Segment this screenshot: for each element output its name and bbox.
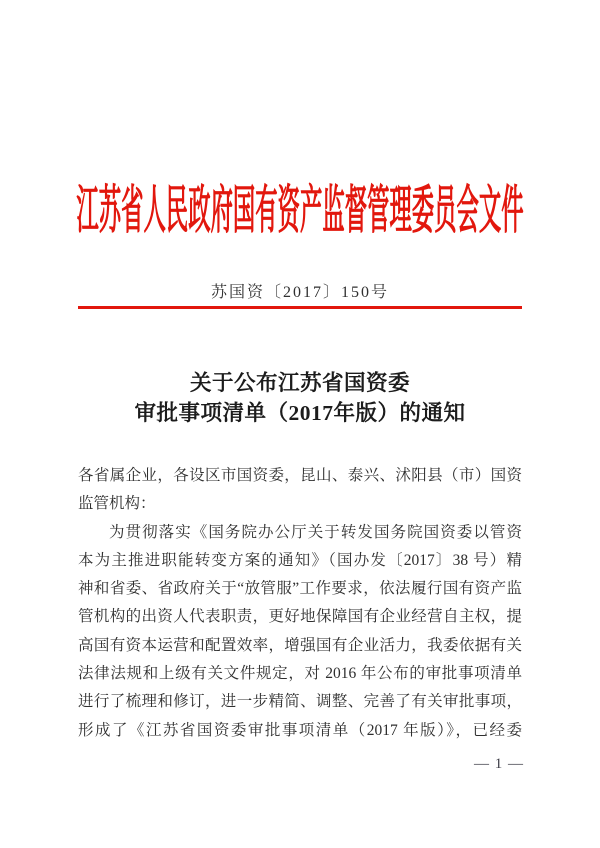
body-line: 高国有资本运营和配置效率，增强国有企业活力，我委依据有关 — [78, 636, 522, 654]
body-line: 监管机构： — [78, 495, 156, 513]
document-title-line1: 关于公布江苏省国资委 — [189, 371, 410, 395]
body-line: 管机构的出资人代表职责，更好地保障国有企业经营自主权，提 — [78, 608, 522, 626]
document-title — [0, 368, 600, 428]
letterhead-agency-title: 江苏省人民政府国有资产监督管理委员会文件 — [76, 183, 524, 240]
body-line: 为贯彻落实《国务院办公厅关于转发国务院国资委以管资 — [109, 523, 522, 541]
body-line: 本为主推进职能转变方案的通知》（国办发〔2017〕38 号）精 — [78, 551, 522, 569]
document-number: 苏国资〔2017〕150号 — [210, 284, 389, 301]
body-line: 进行了梳理和修订，进一步精简、调整、完善了有关审批事项， — [78, 693, 522, 711]
body-line: 法律法规和上级有关文件规定，对 2016 年公布的审批事项清单 — [78, 665, 522, 683]
body-line: 形成了《江苏省国资委审批事项清单（2017 年版）》，已经委 — [78, 721, 522, 739]
document-title-line2: 审批事项清单（2017年版）的通知 — [134, 401, 466, 425]
red-divider-line — [78, 306, 522, 309]
page-number: — 1 — — [474, 756, 524, 772]
body-line: 各省属企业，各设区市国资委，昆山、泰兴、沭阳县（市）国资 — [78, 467, 522, 484]
document-body — [78, 462, 522, 745]
letterhead — [0, 180, 600, 244]
body-line: 神和省委、省政府关于“放管服”工作要求，依法履行国有资产监 — [78, 580, 522, 598]
